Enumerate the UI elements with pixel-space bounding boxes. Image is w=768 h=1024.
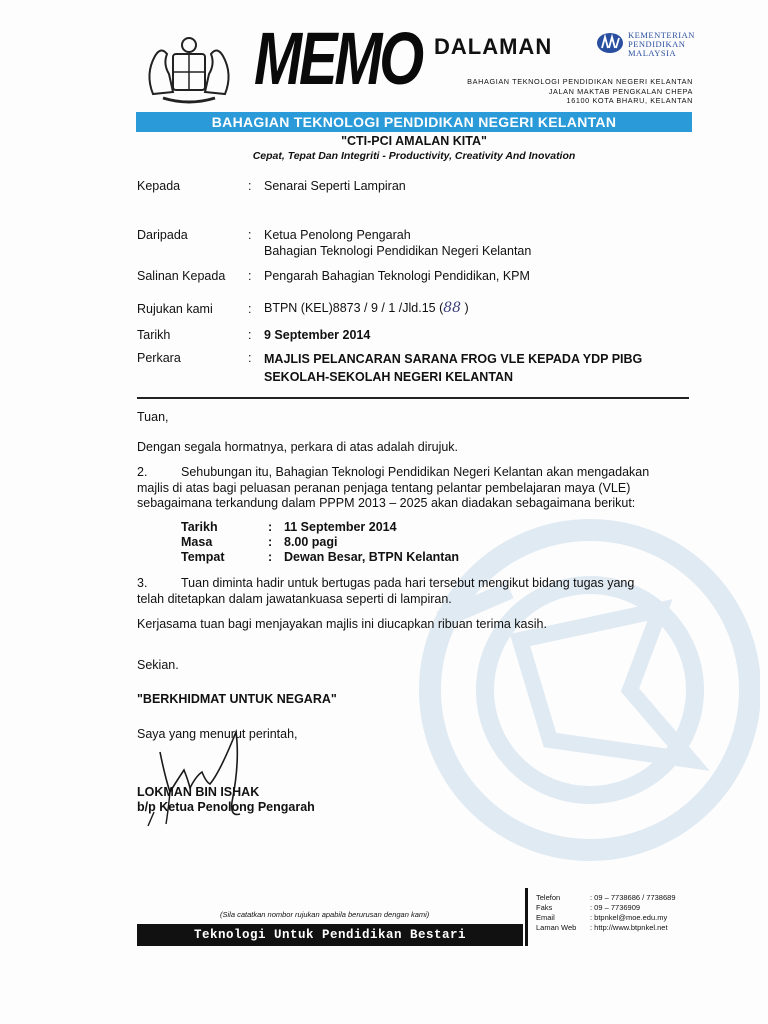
field-label-salinan: Salinan Kepada [137,269,226,283]
detail-colon: : [268,535,273,549]
paragraph-1: Dengan segala hormatnya, perkara di atas adalah dirujuk. [137,440,459,454]
field-label-daripada: Daripada [137,228,188,242]
detail-value: Dewan Besar, BTPN Kelantan [284,550,460,564]
paragraph-2: 2. Sehubungan itu, Bahagian Teknologi Pendidikan Negeri Kelantan akan mengadakan majlis di atas bagi peluasan peranan penjaga tentang pelantar pembelajaran maya (VLE) sebagaimana terkandung dalam PPPM 2013 – 2025 akan diadakan sebagaimana berikut: [137,465,650,510]
field-colon: : [248,228,252,242]
field-value-perkara: MAJLIS PELANCARAN SARANA FROG VLE KEPADA YDP PIBG SEKOLAH-SEKOLAH NEGERI KELANTAN [264,352,643,384]
coat-of-arms-icon [143,34,235,108]
paragraph-3: 3. Tuan diminta hadir untuk bertugas pada hari tersebut mengikut bidang tugas yang telah ditetapkan dalam jawatankuasa seperti di lampiran. [137,576,635,606]
ministry-name: KEMENTERIAN PENDIDIKAN MALAYSIA [628,30,695,58]
sender-address: BAHAGIAN TEKNOLOGI PENDIDIKAN NEGERI KELANTAN JALAN MAKTAB PENGKALAN CHEPA 16100 KOTA BHARU, KELANTAN [467,77,693,106]
detail-label: Tarikh [181,520,218,534]
contact-value: : btpnkel@moe.edu.my [590,913,668,922]
field-colon: : [248,302,252,316]
detail-label: Masa [181,535,213,549]
contact-value: : 09 – 7736909 [590,903,641,912]
memo-subtitle: DALAMAN [434,34,553,59]
detail-value: 8.00 pagi [284,535,338,549]
signer-title: b/p Ketua Penolong Pengarah [137,800,315,814]
kpm-logo-icon [596,32,626,54]
field-colon: : [248,269,252,283]
field-colon: : [248,328,252,342]
detail-label: Tempat [181,550,225,564]
field-value-tarikh: 9 September 2014 [264,328,371,342]
field-label-rujukan: Rujukan kami [137,302,213,316]
field-colon: : [248,179,252,193]
field-label-kepada: Kepada [137,179,181,193]
detail-value: 11 September 2014 [284,520,397,534]
footer-slogan-bar: Teknologi Untuk Pendidikan Bestari [137,924,523,946]
detail-colon: : [268,520,273,534]
memo-title: MEMO [254,17,422,100]
motto: "CTI-PCI AMALAN KITA" [341,134,487,148]
reference-note: (Sila catatkan nombor rujukan apabila berurusan dengan kami) [220,910,430,919]
field-value-daripada: Ketua Penolong Pengarah Bahagian Teknologi Pendidikan Negeri Kelantan [264,228,532,258]
field-label-tarikh: Tarikh [137,328,171,342]
contact-value: : 09 – 7738686 / 7738689 [590,893,676,902]
field-label-perkara: Perkara [137,351,181,365]
contact-label: Telefon [536,893,561,902]
contact-label: Laman Web [536,923,577,932]
paragraph-4: Kerjasama tuan bagi menjayakan majlis ini diucapkan ribuan terima kasih. [137,617,547,631]
footer-divider [525,888,528,946]
detail-colon: : [268,550,273,564]
field-value-rujukan: BTPN (KEL)8873 / 9 / 1 /Jld.15 (88 ) [264,300,469,316]
salutation: Tuan, [137,410,169,424]
signature-icon [140,722,290,832]
slogan: "BERKHIDMAT UNTUK NEGARA" [137,692,337,706]
order-line: Saya yang menurut perintah, [137,727,298,741]
contact-label: Email [536,913,555,922]
header-divider [137,397,689,399]
closing: Sekian. [137,658,179,672]
tagline: Cepat, Tepat Dan Integriti - Productivity, Creativity And Inovation [252,150,576,162]
department-banner: BAHAGIAN TEKNOLOGI PENDIDIKAN NEGERI KELANTAN [136,112,692,132]
field-colon: : [248,351,252,365]
contact-value: : http://www.btpnkel.net [590,923,668,932]
field-value-salinan: Pengarah Bahagian Teknologi Pendidikan, KPM [264,269,530,283]
handwritten-number: 88 [443,300,462,316]
signer-name: LOKMAN BIN ISHAK [137,785,260,799]
contact-label: Faks [536,903,553,912]
field-value-kepada: Senarai Seperti Lampiran [264,179,406,193]
